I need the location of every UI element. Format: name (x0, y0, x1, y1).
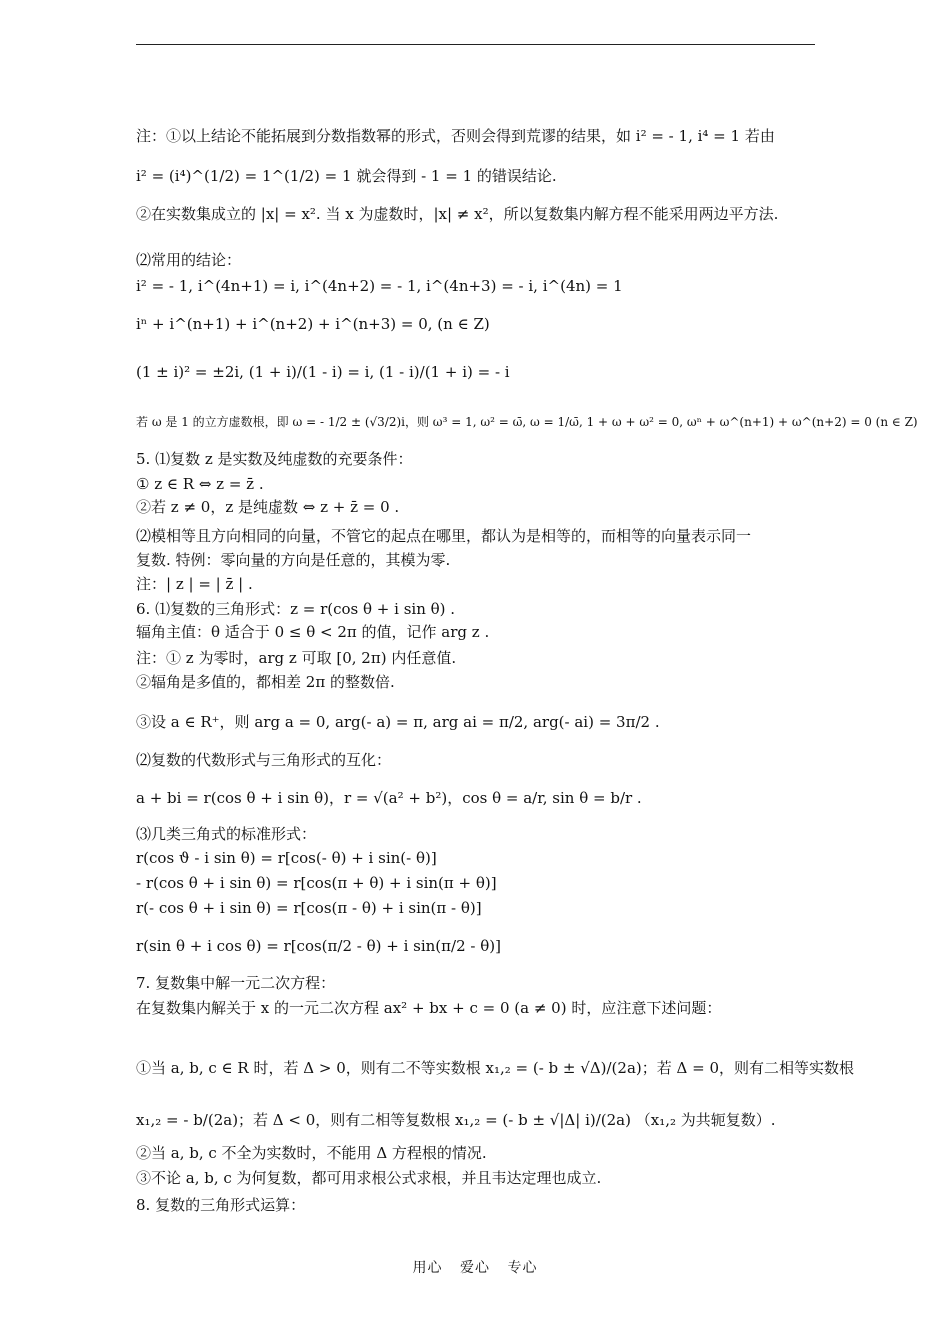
text-line: 辐角主值：θ 适合于 0 ≤ θ < 2π 的值，记作 arg z . (136, 623, 490, 641)
text-line: ① z ∈ R ⇔ z = z̄ . (136, 475, 264, 493)
text-line: ⑵常用的结论： (136, 251, 242, 269)
text-line: 注：①以上结论不能拓展到分数指数幂的形式，否则会得到荒谬的结果，如 i² = - 1, i⁴ = 1 若由 (136, 127, 775, 145)
text-line: iⁿ + i^(n+1) + i^(n+2) + i^(n+3) = 0, (n ∈ Z) (136, 315, 490, 333)
footer-word: 用心 (412, 1260, 443, 1276)
header-rule (136, 44, 815, 45)
text-line: 注：| z | = | z̄ | . (136, 575, 253, 593)
text-line: i² = (i⁴)^(1/2) = 1^(1/2) = 1 就会得到 - 1 = 1 的错误结论. (136, 167, 557, 185)
text-line: - r(cos θ + i sin θ) = r[cos(π + θ) + i sin(π + θ)] (136, 874, 497, 892)
text-line: (1 ± i)² = ±2i, (1 + i)/(1 - i) = i, (1 - i)/(1 + i) = - i (136, 363, 510, 381)
text-line: 8. 复数的三角形式运算： (136, 1196, 306, 1214)
footer-word: 专心 (507, 1260, 538, 1276)
text-line: 在复数集内解关于 x 的一元二次方程 ax² + bx + c = 0 (a ≠ 0) 时，应注意下述问题： (136, 999, 722, 1017)
footer-word: 爱心 (460, 1260, 490, 1276)
text-line: a + bi = r(cos θ + i sin θ)，r = √(a² + b²)，cos θ = a/r, sin θ = b/r . (136, 789, 642, 807)
text-line: ②辐角是多值的，都相差 2π 的整数倍. (136, 673, 395, 691)
text-line: r(cos ϑ - i sin θ) = r[cos(- θ) + i sin(- θ)] (136, 849, 437, 867)
text-line: i² = - 1, i^(4n+1) = i, i^(4n+2) = - 1, i^(4n+3) = - i, i^(4n) = 1 (136, 277, 623, 295)
text-line: ③不论 a, b, c 为何复数，都可用求根公式求根，并且韦达定理也成立. (136, 1169, 602, 1187)
text-line: 若 ω 是 1 的立方虚数根，即 ω = - 1/2 ± (√3/2)i，则 ω³ = 1, ω² = ω̄, ω = 1/ω̄, 1 + ω + ω² = 0, ωⁿ + ω^(n+1) + ω^(n+2) = 0 (n ∈ Z) (136, 415, 918, 429)
text-line: 6. ⑴复数的三角形式：z = r(cos θ + i sin θ) . (136, 600, 456, 618)
text-line: x₁,₂ = - b/(2a)；若 Δ < 0，则有二相等复数根 x₁,₂ = (- b ± √|Δ| i)/(2a) （x₁,₂ 为共轭复数）. (136, 1111, 776, 1129)
text-line: ②在实数集成立的 |x| = x². 当 x 为虚数时，|x| ≠ x²，所以复数集内解方程不能采用两边平方法. (136, 205, 779, 223)
text-line: 7. 复数集中解一元二次方程： (136, 974, 336, 992)
text-line: r(- cos θ + i sin θ) = r[cos(π - θ) + i sin(π - θ)] (136, 899, 482, 917)
text-line: 5. ⑴复数 z 是实数及纯虚数的充要条件： (136, 450, 413, 468)
text-line: 复数. 特例：零向量的方向是任意的，其模为零. (136, 551, 451, 569)
text-line: r(sin θ + i cos θ) = r[cos(π/2 - θ) + i sin(π/2 - θ)] (136, 937, 501, 955)
text-line: ⑶几类三角式的标准形式： (136, 825, 317, 843)
text-line: ①当 a, b, c ∈ R 时，若 Δ > 0，则有二不等实数根 x₁,₂ = (- b ± √Δ)/(2a)；若 Δ = 0，则有二相等实数根 (136, 1059, 854, 1077)
text-line: ②当 a, b, c 不全为实数时，不能用 Δ 方程根的情况. (136, 1144, 487, 1162)
text-line: ③设 a ∈ R⁺，则 arg a = 0, arg(- a) = π, arg ai = π/2, arg(- ai) = 3π/2 . (136, 713, 660, 731)
text-line: ②若 z ≠ 0，z 是纯虚数 ⇔ z + z̄ = 0 . (136, 498, 400, 516)
page-footer (0, 1257, 950, 1277)
text-line: ⑵模相等且方向相同的向量，不管它的起点在哪里，都认为是相等的，而相等的向量表示同一 (136, 527, 752, 545)
text-line: ⑵复数的代数形式与三角形式的互化： (136, 751, 392, 769)
text-line: 注：① z 为零时，arg z 可取 [0, 2π) 内任意值. (136, 649, 457, 667)
